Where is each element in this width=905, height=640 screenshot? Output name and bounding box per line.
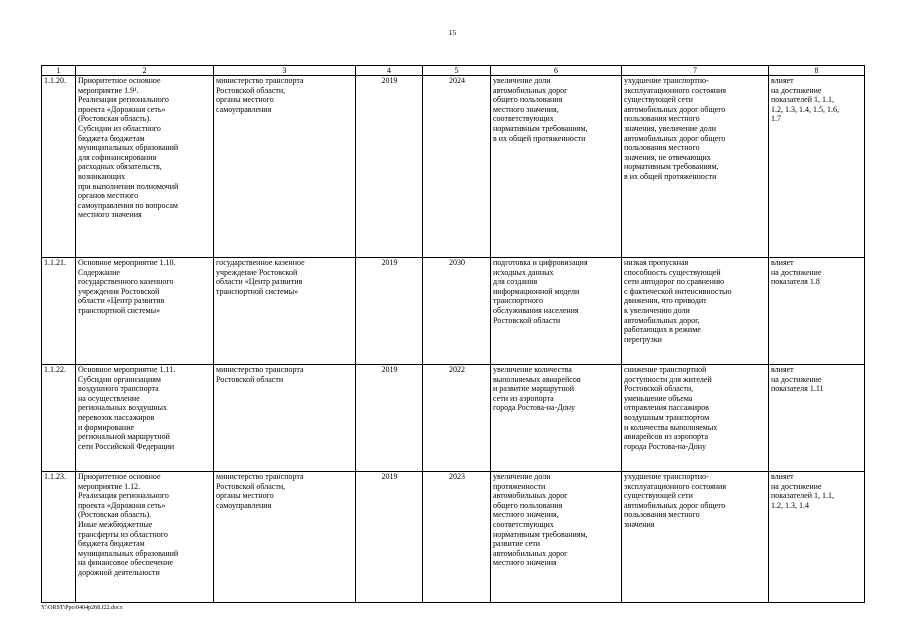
end-year: 2030	[423, 258, 491, 365]
column-header: 3	[214, 66, 356, 76]
column-header: 8	[769, 66, 865, 76]
expected-result: увеличение доли протяженности автомобильных дорог общего пользования местного значения, соответствующих нормативным требованиям, развитие сети автомобильных дорог местного значения	[491, 472, 622, 603]
executor: министерство транспорта Ростовской области, органы местного самоуправления	[214, 76, 356, 258]
consequences: ухудшение транспортно- эксплуатационного состояния существующей сети автомобильных дорог общего пользования местного значения	[622, 472, 769, 603]
measure-name: Основное мероприятие 1.10. Содержание государственного казенного учреждения Ростовской области «Центр развития транспортной системы»	[76, 258, 214, 365]
executor: государственное казенное учреждение Ростовской области «Центр развития транспортной системы»	[214, 258, 356, 365]
page-number: 15	[448, 28, 457, 37]
column-header: 6	[491, 66, 622, 76]
column-header: 4	[356, 66, 423, 76]
row-number: 1.1.20.	[42, 76, 76, 258]
table-header-row	[42, 66, 865, 76]
expected-result: увеличение доли автомобильных дорог общего пользования местного значения, соответствующих нормативным требованиям, в их общей протяженности	[491, 76, 622, 258]
consequences: снижение транспортной доступности для жителей Ростовской области, уменьшение объема отправления пассажиров воздушным транспортом и количества выполняемых авиарейсов из аэропорта города Ростова-на-Дону	[622, 365, 769, 472]
column-header: 2	[76, 66, 214, 76]
indicator-link: влияет на достижение показателей 1, 1.1, 1.2, 1.3, 1.4	[769, 472, 865, 603]
end-year: 2024	[423, 76, 491, 258]
table-row	[42, 472, 865, 603]
file-path-footer: Y:\ORST\Ppo\0404p268.f22.docx	[41, 605, 123, 611]
start-year: 2019	[356, 365, 423, 472]
row-number: 1.1.23.	[42, 472, 76, 603]
consequences: ухудшение транспортно- эксплуатационного состояния существующей сети автомобильных дорог общего пользования местного значения, увеличение доли автомобильных дорог общего пользования местного значения, не отвечающих нормативным требованиям, в их общей протяженности	[622, 76, 769, 258]
start-year: 2019	[356, 472, 423, 603]
row-number: 1.1.22.	[42, 365, 76, 472]
table-row	[42, 76, 865, 258]
measure-name: Основное мероприятие 1.11. Субсидии организациям воздушного транспорта на осуществление региональных воздушных перевозок пассажиров и формирование региональной маршрутной сети Российской Федерации	[76, 365, 214, 472]
column-header: 5	[423, 66, 491, 76]
row-number: 1.1.21.	[42, 258, 76, 365]
start-year: 2019	[356, 258, 423, 365]
start-year: 2019	[356, 76, 423, 258]
expected-result: увеличение количества выполняемых авиарейсов и развитие маршрутной сети из аэропорта города Ростова-на-Дону	[491, 365, 622, 472]
indicator-link: влияет на достижение показателя 1.11	[769, 365, 865, 472]
executor: министерство транспорта Ростовской области	[214, 365, 356, 472]
consequences: низкая пропускная способность существующей сети автодорог по сравнению с фактической интенсивностью движения, что приводит к увеличению доли автомобильных дорог, работающих в режиме перегрузки	[622, 258, 769, 365]
column-header: 1	[42, 66, 76, 76]
indicator-link: влияет на достижение показателя 1.8	[769, 258, 865, 365]
expected-result: подготовка и цифровизация исходных данных для создания информационной модели транспортного обслуживания населения Ростовской области	[491, 258, 622, 365]
end-year: 2023	[423, 472, 491, 603]
executor: министерство транспорта Ростовской области, органы местного самоуправления	[214, 472, 356, 603]
table-row	[42, 365, 865, 472]
column-header: 7	[622, 66, 769, 76]
end-year: 2022	[423, 365, 491, 472]
indicator-link: влияет на достижение показателей 1, 1.1, 1.2, 1.3, 1.4, 1.5, 1.6, 1.7	[769, 76, 865, 258]
table-row	[42, 258, 865, 365]
measure-name: Приоритетное основное мероприятие 1.9¹. Реализация регионального проекта «Дорожная сеть» (Ростовская область). Субсидии из областного бюджета бюджетам муниципальных образований для софинансирования расходных обязательств, возникающих при выполнении полномочий органов местного самоуправления по вопросам местного значения	[76, 76, 214, 258]
program-measures-table	[41, 65, 865, 603]
measure-name: Приоритетное основное мероприятие 1.12. Реализация регионального проекта «Дорожная сеть» (Ростовская область). Иные межбюджетные трансферты из областного бюджета бюджетам муниципальных образований на финансовое обеспечение дорожной деятельности	[76, 472, 214, 603]
